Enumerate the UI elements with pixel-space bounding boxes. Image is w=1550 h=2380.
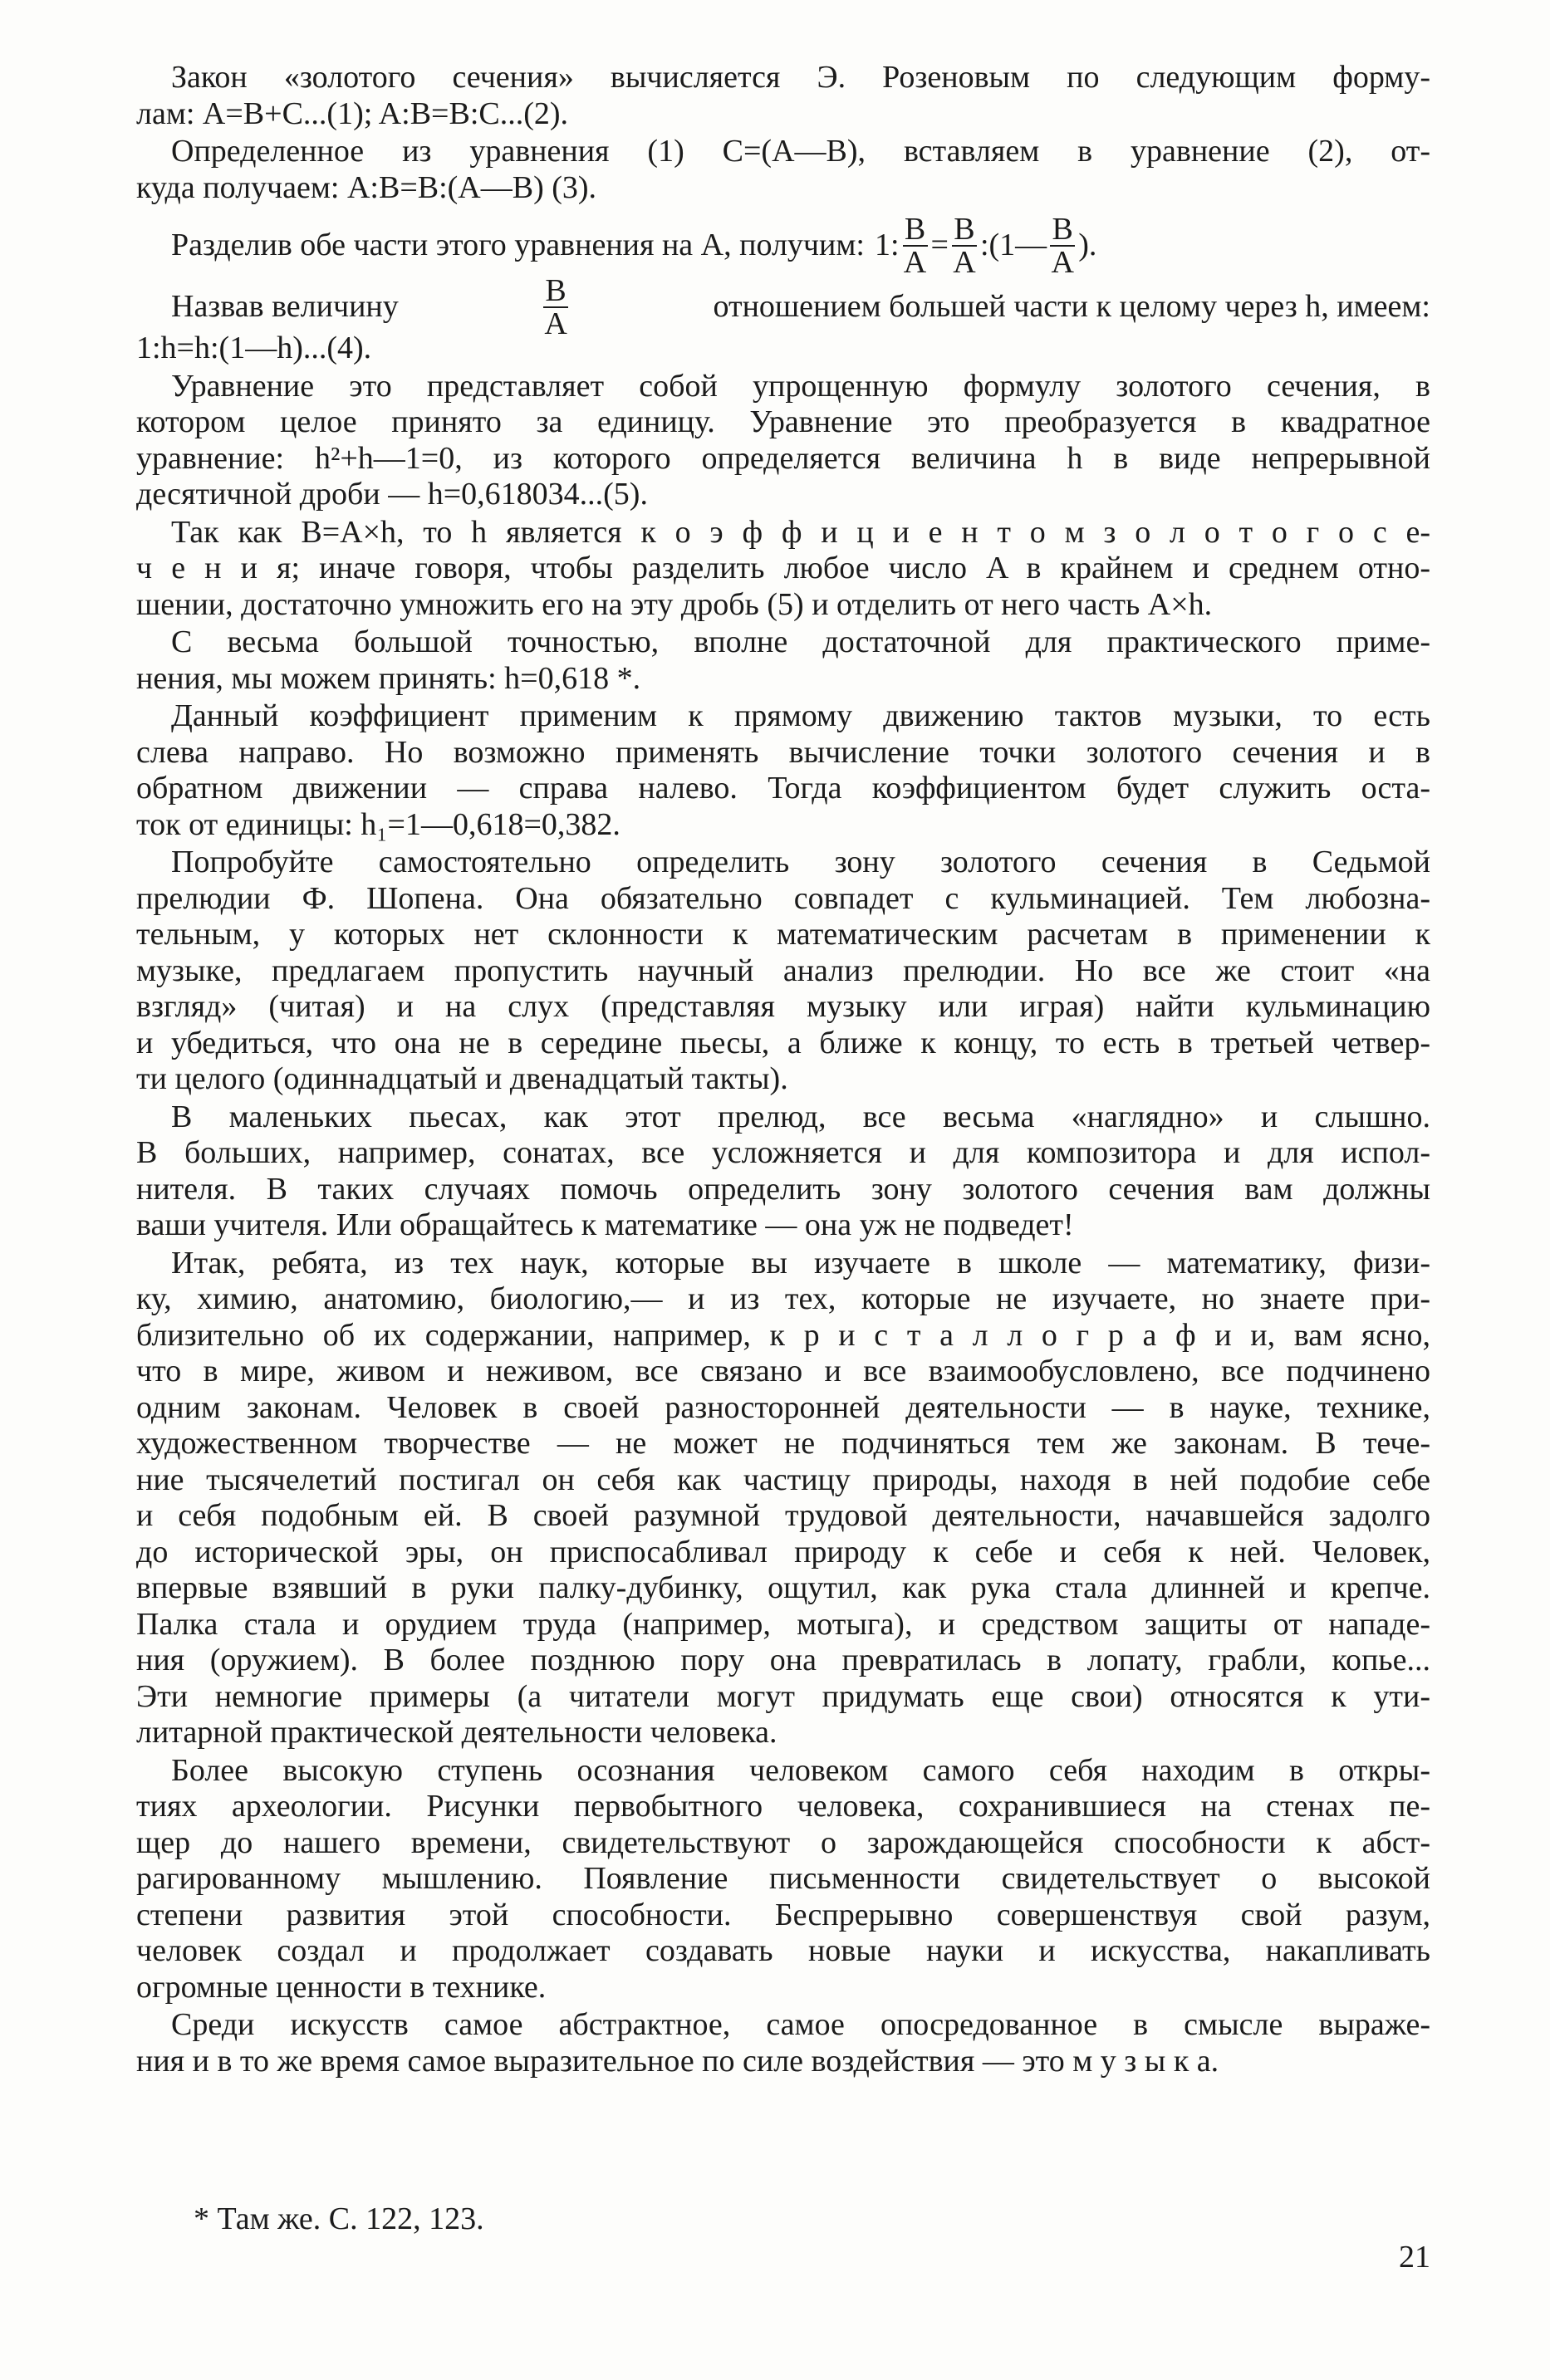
text-line: одним законам. Человек в своей разносторонней деятельности — в науке, технике, — [136, 1389, 1430, 1425]
text-line: Эти немногие примеры (а читатели могут придумать еще свои) относятся к ути- — [136, 1678, 1430, 1714]
formula-term: :(1— — [979, 228, 1047, 263]
text-line: ку, химию, анатомию, биологию,— и из тех, которые не изучаете, но знаете при- — [136, 1281, 1430, 1316]
text-line: прелюдии Ф. Шопена. Она обязательно совпадет с кульминацией. Тем любозна- — [136, 880, 1430, 916]
text-line: степени развития этой способности. Беспрерывно совершенствуя свой разум, — [136, 1897, 1430, 1932]
paragraph — [136, 698, 1430, 843]
text-line: В маленьких пьесах, как этот прелюд, все весьма «наглядно» и слышно. — [171, 1099, 1430, 1134]
text-line: ток от единицы: h₁=1—0,618=0,382. — [136, 806, 620, 842]
formula-term: ). — [1078, 228, 1097, 263]
text-line: Палка стала и орудием труда (например, мотыга), и средством защиты от нападе- — [136, 1606, 1430, 1642]
text-line: С весьма большой точностью, вполне достаточной для практического приме- — [171, 624, 1430, 659]
text-line: ние тысячелетий постигал он себя как частицу природы, находя в ней подобие себе — [136, 1462, 1430, 1497]
paragraph — [136, 1246, 1430, 1751]
text-line: до исторической эры, он приспосабливал природу к себе и себя к ней. Человек, — [136, 1534, 1430, 1570]
paragraph — [136, 369, 1430, 513]
text-line: и себя подобным ей. В своей разумной трудовой деятельности, начавшейся задолго — [136, 1498, 1430, 1533]
fraction: $\frac{B}{A}$ — [1051, 212, 1074, 280]
text-line: взгляд» (читая) и на слух (представляя музыку или играя) найти кульминацию — [136, 989, 1430, 1024]
formula-text: Разделив обе части этого уравнения на A, получим: — [171, 228, 865, 263]
fraction: $\frac{B}{A}$ — [953, 212, 976, 280]
text-line: Более высокую ступень осознания человеком самого себя находим в откры- — [171, 1752, 1430, 1788]
text-line: и убедиться, что она не в середине пьесы, а ближе к концу, то есть в третьей четвер- — [136, 1025, 1430, 1060]
formula-4-paragraph — [136, 273, 1430, 367]
paragraph — [136, 1753, 1430, 2006]
text-line: лам: A=B+C...(1); A:B=B:C...(2). — [136, 95, 569, 131]
text-line: ния и в то же время самое выразительное по силе воздействия — это м у з ы к а. — [136, 2043, 1219, 2079]
text-line: Уравнение это представляет собой упрощенную формулу золотого сечения, в — [171, 368, 1430, 404]
text-line: ч е н и я; иначе говоря, чтобы разделить любое число A в крайнем и среднем отно- — [136, 551, 1430, 585]
fraction: $\frac{B}{A}$ — [544, 273, 567, 341]
text-line: Данный коэффициент применим к прямому движению тактов музыки, то есть — [171, 698, 1430, 733]
text-line: близительно об их содержании, например, к р и с т а л л о г р а ф и и, вам ясно, — [136, 1317, 1430, 1353]
page-body — [136, 60, 1430, 2081]
text-line: нения, мы можем принять: h=0,618 *. — [136, 660, 641, 696]
text-line: десятичной дроби — h=0,618034...(5). — [136, 477, 648, 512]
text-line: щер до нашего времени, свидетельствуют о зарождающейся способности к абст- — [136, 1824, 1430, 1860]
text-line: ваши учителя. Или обращайтесь к математике — она уж не подведет! — [136, 1207, 1074, 1242]
formula-4 — [136, 273, 1430, 341]
text-line: Закон «золотого сечения» вычисляется Э. Розеновым по следующим форму- — [171, 60, 1430, 95]
text-line: впервые взявший в руки палку-дубинку, ощутил, как рука стала длинней и крепче. — [136, 1570, 1430, 1605]
paragraph — [136, 1099, 1430, 1244]
text-line: 1:h=h:(1—h)...(4). — [136, 331, 372, 365]
text-line: тельным, у которых нет склонности к математическим расчетам в применении к — [136, 917, 1430, 952]
text-line: Попробуйте самостоятельно определить зону золотого сечения в Седьмой — [171, 845, 1430, 879]
formula-3 — [136, 208, 1430, 284]
text-line: рагированному мышлению. Появление письменности свидетельствует о высокой — [136, 1861, 1430, 1896]
paragraph — [136, 60, 1430, 132]
formula-term: 1: — [874, 228, 900, 263]
text-line: Итак, ребята, из тех наук, которые вы изучаете в школе — математику, физи- — [171, 1245, 1430, 1281]
paragraph — [136, 134, 1430, 206]
text-line: слева направо. Но возможно применять вычисление точки золотого сечения и в — [136, 734, 1430, 770]
formula-term: = — [930, 228, 949, 263]
fraction: $\frac{B}{A}$ — [903, 212, 927, 280]
text-line: тиях археологии. Рисунки первобытного человека, сохранившиеся на стенах пе- — [136, 1789, 1430, 1824]
text-line: ти целого (одиннадцатый и двенадцатый такты). — [136, 1061, 788, 1096]
paragraph — [136, 624, 1430, 697]
text-line: обратном движении — справа налево. Тогда коэффициентом будет служить оста- — [136, 771, 1430, 806]
text-line: что в мире, живом и неживом, все связано и все взаимообусловлено, все подчинено — [136, 1354, 1430, 1388]
text-line: В больших, например, сонатах, все усложняется и для композитора и для испол- — [136, 1135, 1430, 1170]
text-line: Определенное из уравнения (1) C=(A—B), вставляем в уравнение (2), от- — [171, 134, 1430, 169]
text-line: Так как B=A×h, то h является к о э ф ф и ц и е н т о м з о л о т о г о с е- — [171, 514, 1430, 550]
text-line: художественном творчестве — не может не подчиняться тем же законам. В тече- — [136, 1426, 1430, 1461]
formula-text: отношением большей части к целому через h, имеем: — [713, 289, 1430, 325]
text-line: музыке, предлагаем пропустить научный анализ прелюдии. Но все же стоит «на — [136, 952, 1430, 988]
text-line: куда получаем: A:B=B:(A—B) (3). — [136, 169, 597, 205]
text-line: ния (оружием). В более позднюю пору она превратилась в лопату, грабли, копье... — [136, 1643, 1430, 1677]
paragraphs-after — [136, 369, 1430, 2080]
paragraphs-before — [136, 60, 1430, 206]
text-line: огромные ценности в технике. — [136, 1969, 547, 2005]
page-number: 21 — [1399, 2240, 1430, 2275]
text-line: котором целое принято за единицу. Уравнение это преобразуется в квадратное — [136, 404, 1430, 439]
paragraph — [136, 845, 1430, 1098]
paragraph — [136, 515, 1430, 624]
footnote: * Там же. С. 122, 123. — [194, 2201, 484, 2236]
formula-text: Назвав величину — [171, 289, 399, 325]
text-line: человек создал и продолжает создавать новые науки и искусства, накапливать — [136, 1933, 1430, 1968]
text-line: литарной практической деятельности человека. — [136, 1715, 777, 1750]
text-line: нителя. В таких случаях помочь определить зону золотого сечения вам должны — [136, 1171, 1430, 1207]
paragraph — [136, 2007, 1430, 2079]
text-line: уравнение: h²+h—1=0, из которого определяется величина h в виде непрерывной — [136, 440, 1430, 476]
text-line: шении, достаточно умножить его на эту дробь (5) и отделить от него часть A×h. — [136, 586, 1213, 622]
text-line: Среди искусств самое абстрактное, самое опосредованное в смысле выраже- — [171, 2007, 1430, 2042]
